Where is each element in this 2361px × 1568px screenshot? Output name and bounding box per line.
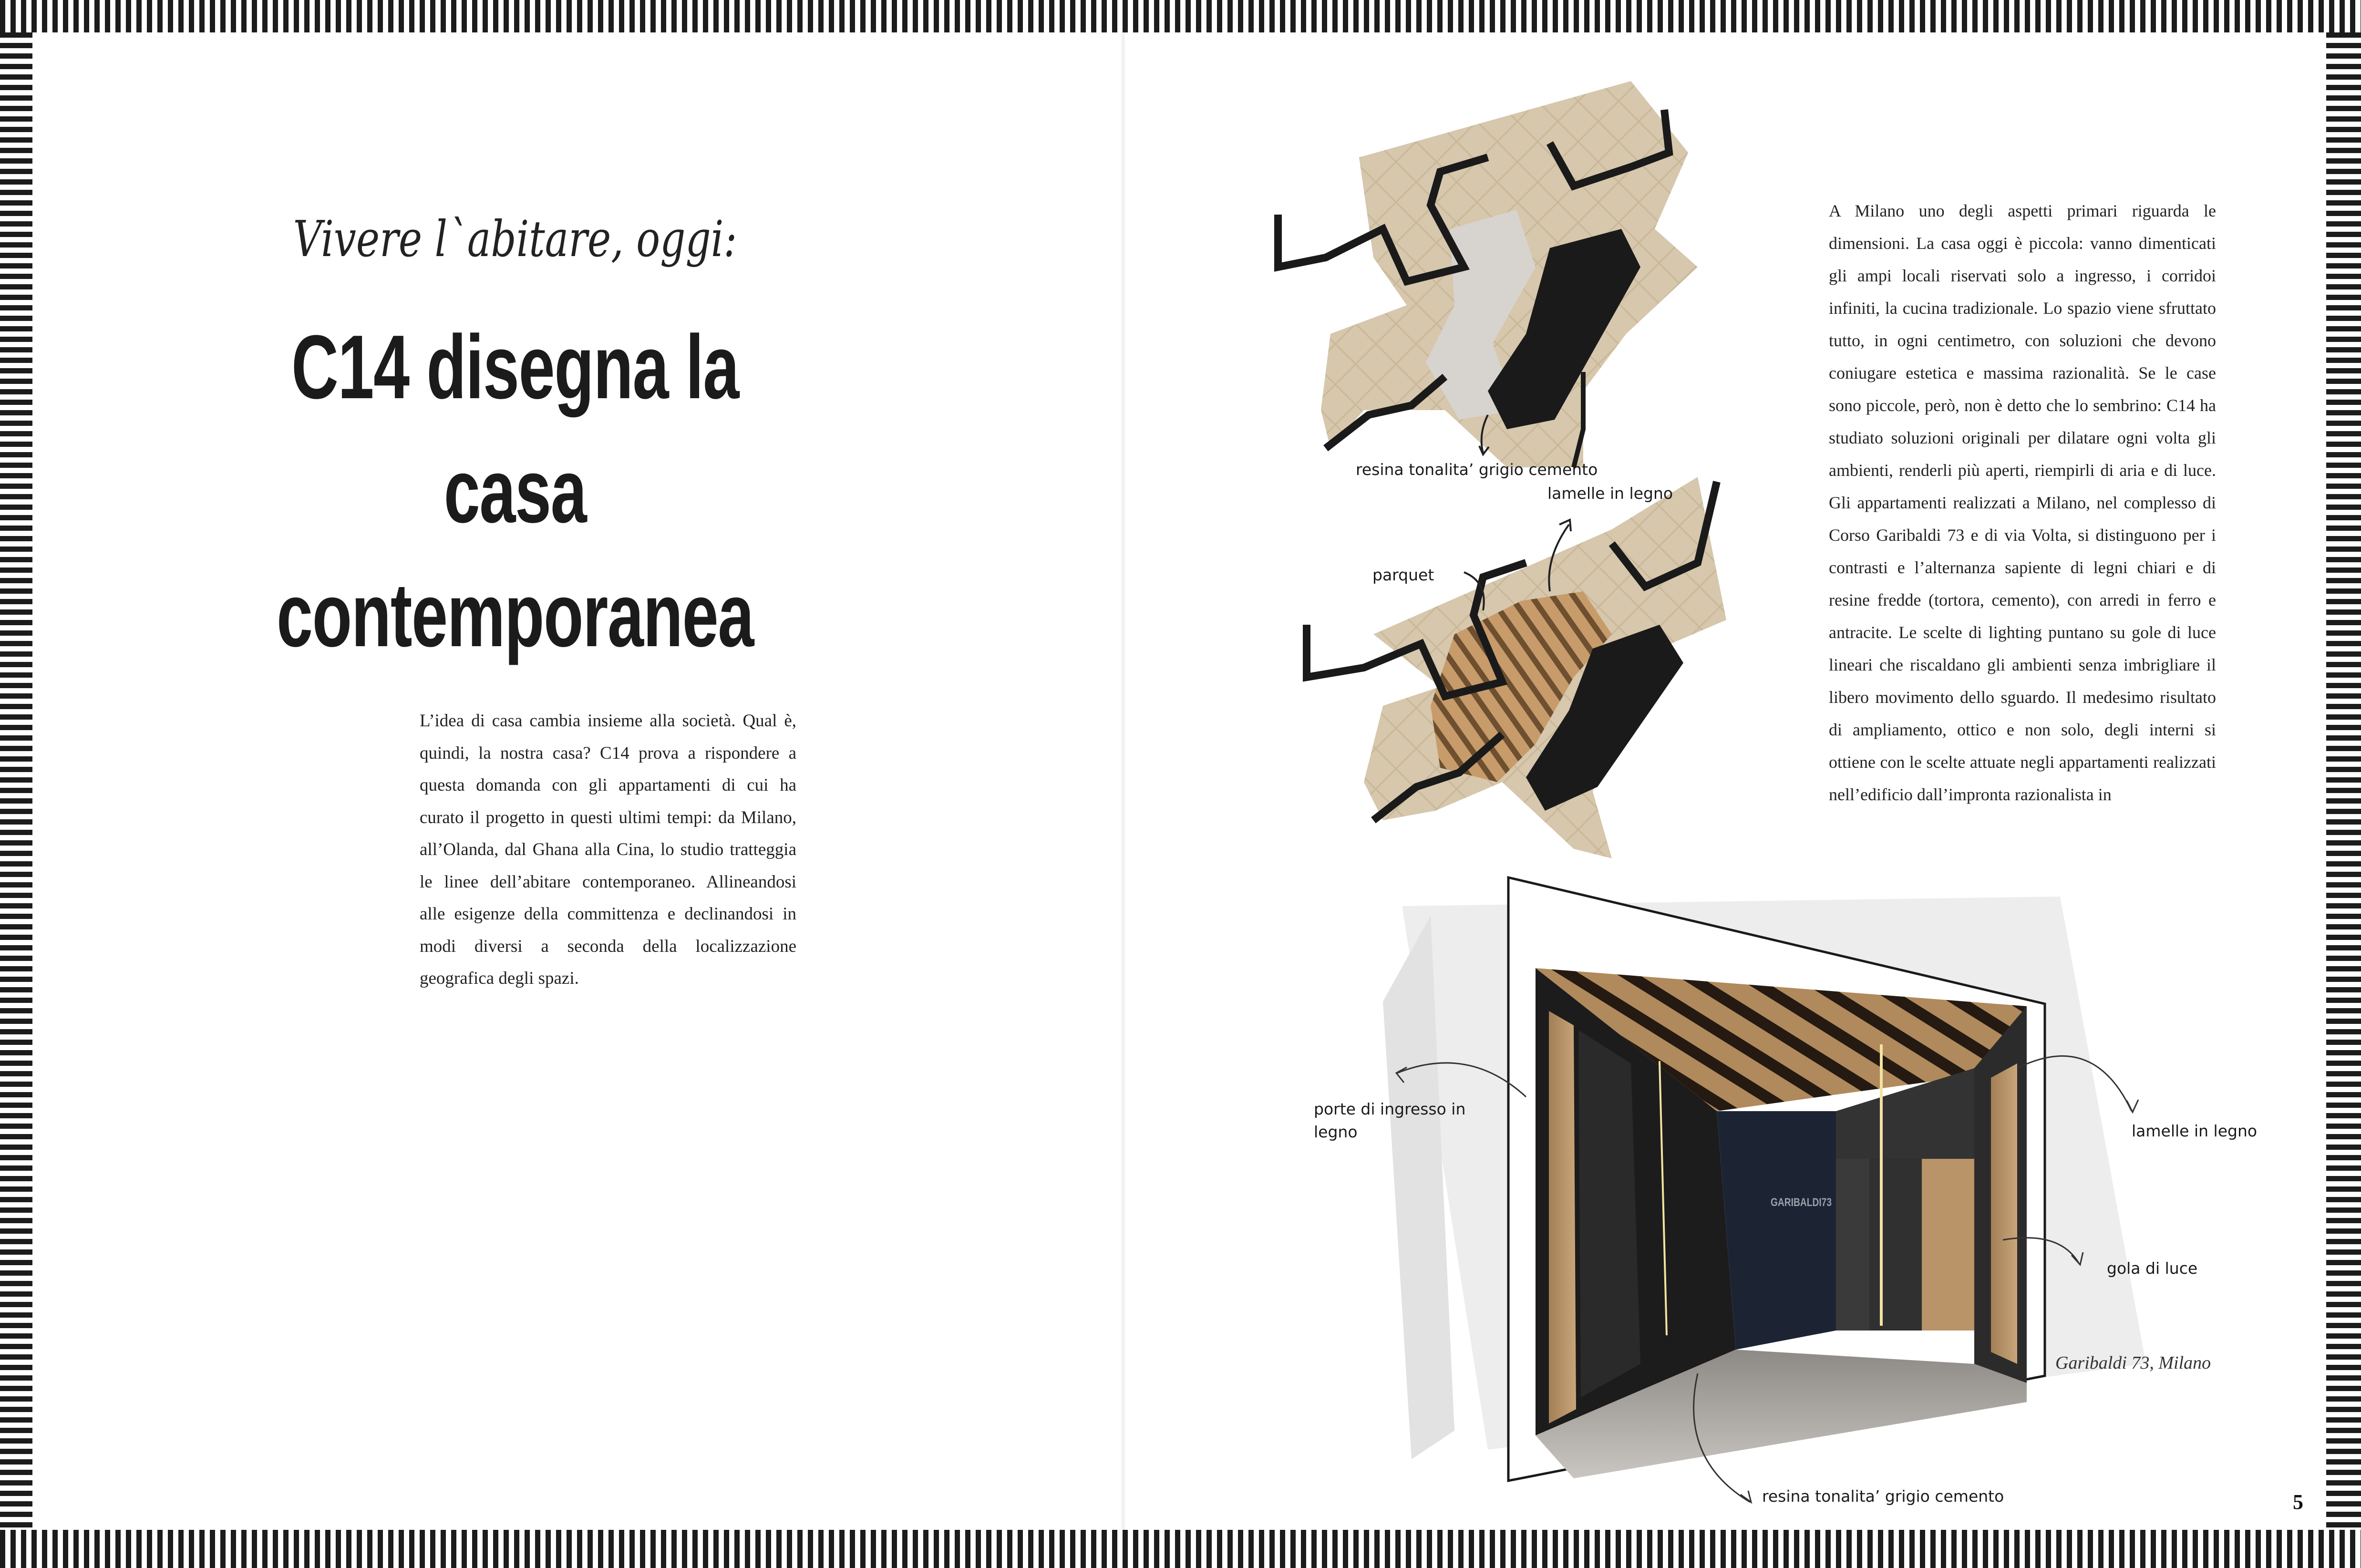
body-paragraph: A Milano uno degli aspetti primari riguarda le dimensioni. La casa oggi è piccola: vanno dimenticati gli ampi locali riservati solo a ingresso, i corridoi infiniti, la cucina tradizionale. Lo spazio viene sfruttato tutto, in ogni centimetro, con soluzioni che devono coniugare estetica e massima razionalità. Se le case sono piccole, però, non è detto che lo sembrino: C14 ha studiato soluzioni originali per dilatare ogni volta gli ambienti, renderli più aperti, riempirli di aria e di luce. Gli appartamenti realizzati a Milano, nel complesso di Corso Garibaldi 73 e di via Volta, si distinguono per i contrasti e l’alternanza sapiente di legni chiari e di resine fredde (tortora, cemento), con arredi in ferro e antracite. Le scelte di lighting puntano su gole di luce lineari che riscaldano gli ambienti senza imbrigliare il libero movimento dello sguardo. Il medesimo risultato di ampliamento, ottico e non solo, degli interni si ottiene con le scelte attuate negli appartamenti realizzati nell’edificio dall’impronta razionalista in xyxy=(1829,201,2216,804)
label-porte-line-2: legno xyxy=(1314,1123,1358,1141)
label-lamelle-render: lamelle in legno xyxy=(2132,1122,2258,1140)
label-porte-line-1: porte di ingresso in xyxy=(1314,1100,1466,1118)
intro-paragraph: L’idea di casa cambia insieme alla società. Qual è, quindi, la nostra casa? C14 prova a rispondere a questa domanda con gli appartamenti di cui ha curato il progetto in questi ultimi tempi: da Milano, all’Olanda, dal Ghana alla Cina, lo studio tratteggia le linee dell’abitare contemporaneo. Allineandosi alle esigenze della committenza e declinandosi in modi diversi a seconda della localizzazione geografica degli spazi. xyxy=(420,711,796,988)
corridor-render xyxy=(1536,968,2027,1478)
headline-line-1: C14 disegna la casa xyxy=(291,317,739,542)
label-parquet: parquet xyxy=(1372,566,1434,584)
render-caption: Garibaldi 73, Milano xyxy=(2055,1353,2211,1373)
label-resina-bottom: resina tonalita’ grigio cemento xyxy=(1762,1487,2004,1506)
label-gola-di-luce: gola di luce xyxy=(2107,1259,2198,1278)
page-number: 5 xyxy=(2293,1490,2303,1514)
label-lamelle-top: lamelle in legno xyxy=(1547,484,1673,503)
plan-drawing-top xyxy=(1278,81,1698,467)
plan-drawing-middle xyxy=(1307,477,1726,858)
garibaldi-sign: GARIBALDI73 xyxy=(1771,1196,1832,1209)
article-kicker: Vivere l`abitare, oggi: xyxy=(293,210,737,268)
label-resina-top: resina tonalita’ grigio cemento xyxy=(1356,460,1598,479)
headline-line-2: contemporanea xyxy=(277,565,753,666)
label-porte xyxy=(1314,1098,1465,1144)
